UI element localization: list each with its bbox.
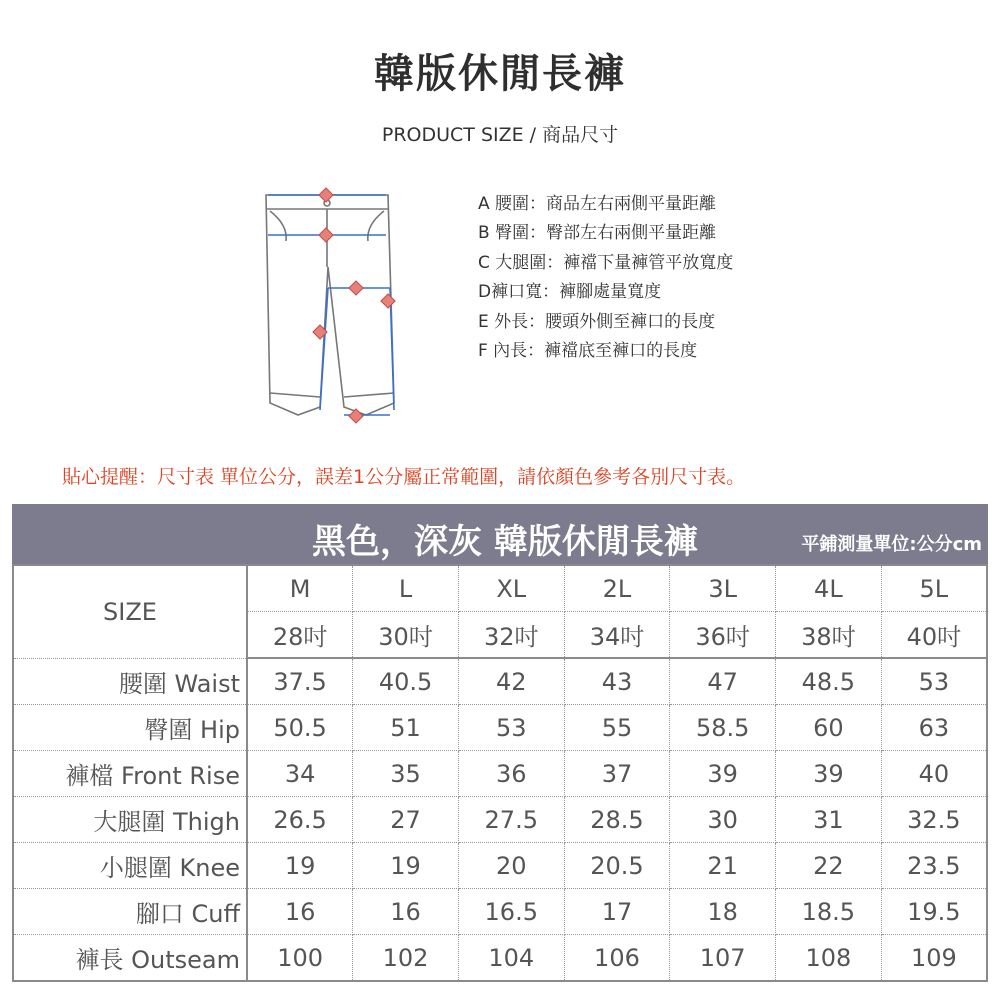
inseam-measure-line — [320, 288, 328, 410]
page-subtitle: PRODUCT SIZE / 商品尺寸 — [381, 124, 619, 146]
value-cell: 39 — [776, 751, 882, 797]
value-cell: 19.5 — [881, 889, 987, 935]
size-header-row — [13, 565, 987, 612]
value-cell: 36 — [458, 751, 564, 797]
pants-measurement-diagram — [248, 185, 413, 430]
value-cell: 107 — [670, 935, 776, 982]
marker-f — [349, 409, 363, 423]
value-cell: 28.5 — [564, 797, 670, 843]
value-cell: 40 — [881, 751, 987, 797]
value-cell: 27 — [353, 797, 459, 843]
inch-cell: 40吋 — [881, 612, 987, 659]
size-chart-banner — [12, 504, 988, 564]
value-cell: 23.5 — [881, 843, 987, 889]
marker-c — [349, 281, 363, 295]
inch-cell: 34吋 — [564, 612, 670, 659]
value-cell: 53 — [458, 705, 564, 751]
left-pocket — [270, 211, 286, 241]
legend-item: F 內長：褲襠底至褲口的長度 — [478, 340, 698, 361]
reminder-note: 貼心提醒：尺寸表 單位公分，誤差1公分屬正常範圍，請依顏色參考各別尺寸表。 — [62, 466, 746, 488]
size-cell: L — [353, 565, 459, 612]
size-cell: 2L — [564, 565, 670, 612]
row-label: 小腿圍 Knee — [13, 843, 247, 889]
value-cell: 53 — [881, 658, 987, 705]
value-cell: 31 — [776, 797, 882, 843]
table-row — [13, 797, 987, 843]
marker-a — [319, 188, 333, 202]
size-cell: 3L — [670, 565, 776, 612]
row-label: 大腿圍 Thigh — [13, 797, 247, 843]
size-cell: XL — [458, 565, 564, 612]
legend-item: E 外長：腰頭外側至褲口的長度 — [478, 311, 716, 332]
value-cell: 40.5 — [353, 658, 459, 705]
size-table — [12, 564, 988, 982]
size-chart-unit: 平鋪測量單位:公分cm — [801, 534, 982, 555]
value-cell: 27.5 — [458, 797, 564, 843]
value-cell: 55 — [564, 705, 670, 751]
table-row — [13, 889, 987, 935]
value-cell: 104 — [458, 935, 564, 982]
table-row — [13, 843, 987, 889]
value-cell: 19 — [353, 843, 459, 889]
value-cell: 106 — [564, 935, 670, 982]
value-cell: 35 — [353, 751, 459, 797]
pants-outline — [266, 195, 394, 415]
inch-cell: 30吋 — [353, 612, 459, 659]
value-cell: 19 — [247, 843, 353, 889]
row-label: 臀圍 Hip — [13, 705, 247, 751]
size-cell: 5L — [881, 565, 987, 612]
legend-item: A 腰圍：商品左右兩側平量距離 — [478, 194, 717, 214]
right-hem — [344, 393, 394, 397]
inch-cell: 28吋 — [247, 612, 353, 659]
row-label: 腳口 Cuff — [13, 889, 247, 935]
value-cell: 108 — [776, 935, 882, 982]
row-label: 腰圍 Waist — [13, 658, 247, 705]
marker-d — [381, 294, 395, 308]
value-cell: 37.5 — [247, 658, 353, 705]
right-pocket — [368, 211, 384, 241]
value-cell: 16.5 — [458, 889, 564, 935]
value-cell: 16 — [247, 889, 353, 935]
value-cell: 50.5 — [247, 705, 353, 751]
page-title: 韓版休閒長褲 — [374, 51, 626, 97]
legend-item: B 臀圍：臀部左右兩側平量距離 — [478, 223, 717, 244]
value-cell: 37 — [564, 751, 670, 797]
value-cell: 16 — [353, 889, 459, 935]
value-cell: 102 — [353, 935, 459, 982]
value-cell: 43 — [564, 658, 670, 705]
value-cell: 18 — [670, 889, 776, 935]
value-cell: 20 — [458, 843, 564, 889]
row-label: 褲檔 Front Rise — [13, 751, 247, 797]
value-cell: 58.5 — [670, 705, 776, 751]
table-row — [13, 935, 987, 982]
value-cell: 48.5 — [776, 658, 882, 705]
legend-item: D褲口寬：褲腳處量寬度 — [478, 282, 662, 303]
value-cell: 34 — [247, 751, 353, 797]
value-cell: 17 — [564, 889, 670, 935]
value-cell: 18.5 — [776, 889, 882, 935]
measurement-legend — [478, 190, 733, 366]
value-cell: 100 — [247, 935, 353, 982]
value-cell: 30 — [670, 797, 776, 843]
table-row — [13, 658, 987, 705]
value-cell: 42 — [458, 658, 564, 705]
value-cell: 51 — [353, 705, 459, 751]
row-label: 褲長 Outseam — [13, 935, 247, 982]
value-cell: 21 — [670, 843, 776, 889]
table-row — [13, 751, 987, 797]
left-hem — [270, 393, 320, 397]
value-cell: 39 — [670, 751, 776, 797]
value-cell: 63 — [881, 705, 987, 751]
table-row — [13, 705, 987, 751]
value-cell: 32.5 — [881, 797, 987, 843]
size-header-label: SIZE — [13, 565, 247, 658]
value-cell: 26.5 — [247, 797, 353, 843]
value-cell: 22 — [776, 843, 882, 889]
size-chart-title: 黑色，深灰 韓版休閒長褲 — [312, 522, 698, 562]
size-cell: M — [247, 565, 353, 612]
marker-b — [319, 228, 333, 242]
size-chart — [12, 504, 988, 982]
inch-cell: 32吋 — [458, 612, 564, 659]
legend-item: C 大腿圍：褲襠下量褲管平放寬度 — [478, 252, 734, 273]
inch-cell: 38吋 — [776, 612, 882, 659]
inch-cell: 36吋 — [670, 612, 776, 659]
value-cell: 20.5 — [564, 843, 670, 889]
value-cell: 47 — [670, 658, 776, 705]
value-cell: 109 — [881, 935, 987, 982]
value-cell: 60 — [776, 705, 882, 751]
size-cell: 4L — [776, 565, 882, 612]
